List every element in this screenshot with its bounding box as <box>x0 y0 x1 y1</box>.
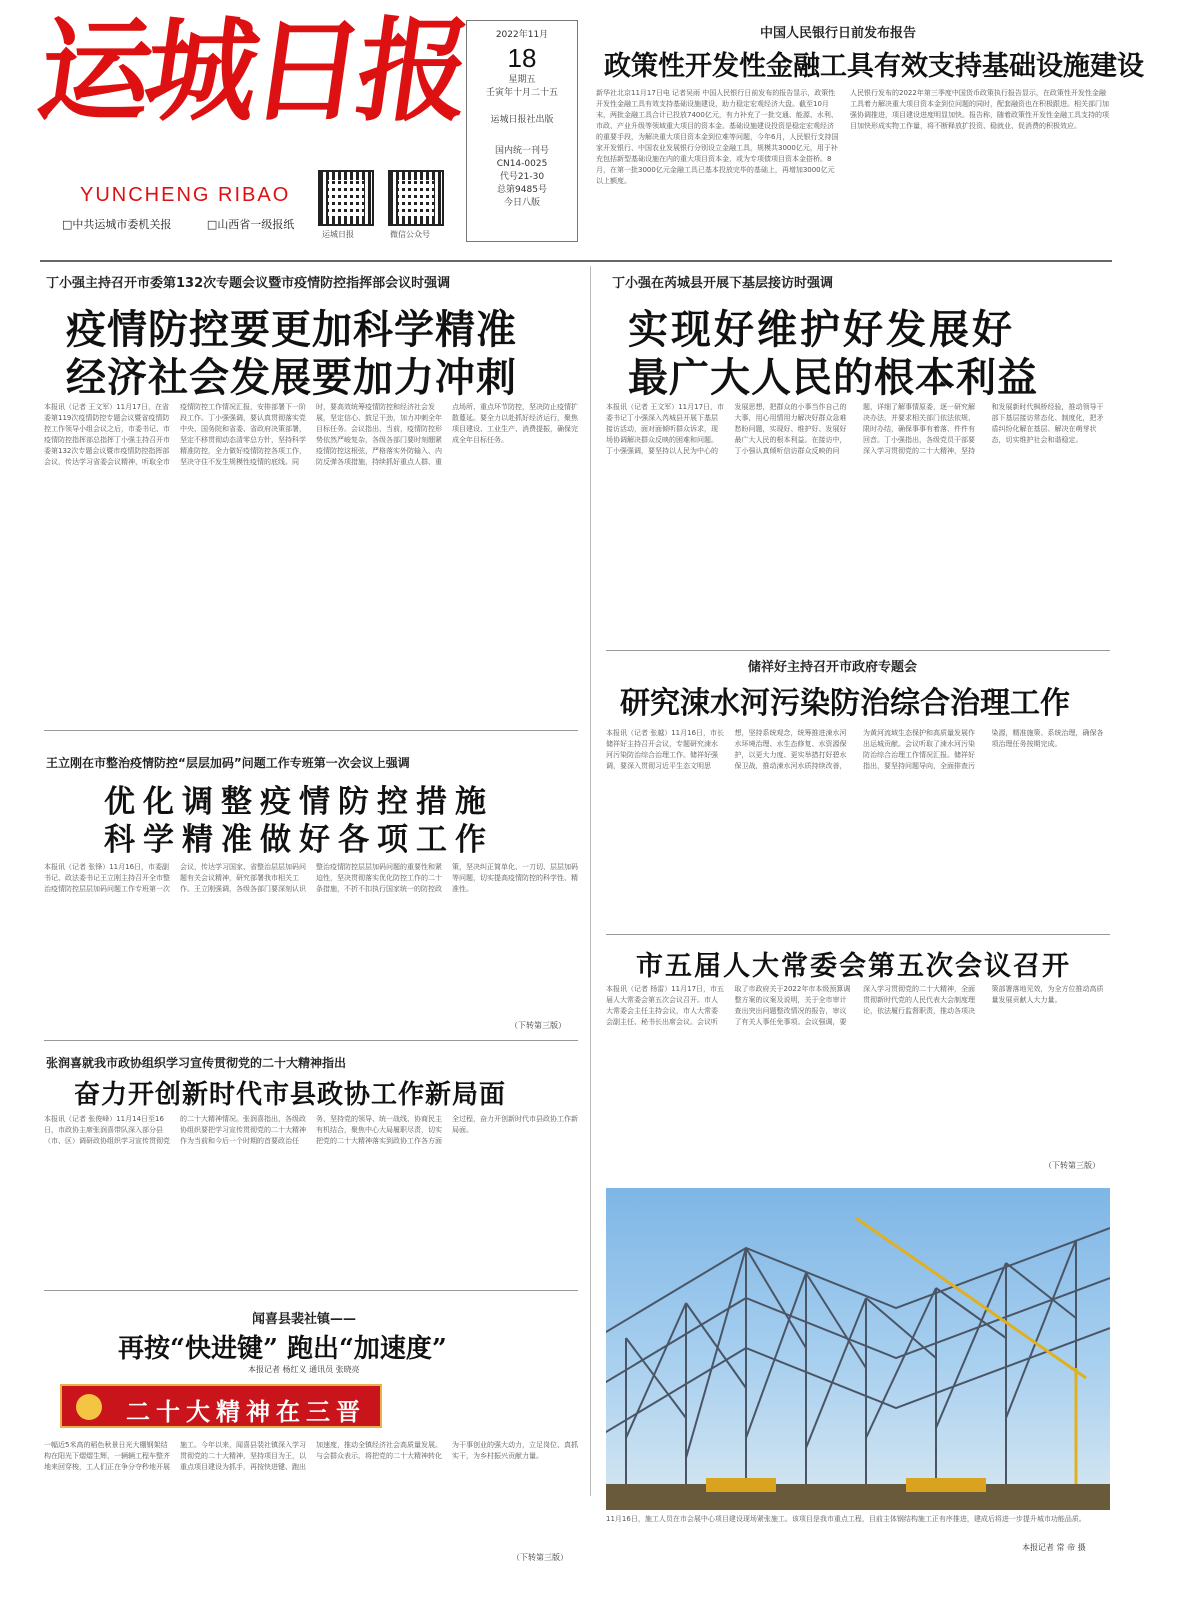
story-g-continued: （下转第三版） <box>512 1553 568 1562</box>
org-label-2: □山西省一级报纸 <box>206 218 295 231</box>
issue-number: 总第9485号 <box>497 185 547 195</box>
story-e-headline: 市五届人大常委会第五次会议召开 <box>636 951 1071 982</box>
story-c-headline-2: 科学精准做好各项工作 <box>104 822 494 858</box>
story-a-headline-2: 经济社会发展要加力冲刺 <box>66 354 517 401</box>
top-story-body-2: 人民银行发布的2022年第三季度中国货币政策执行报告显示，在政策性开发性金融工具着力解决重大项目资本金到位问题的同时，配套融资也在积极跟进。相关部门加强协调推进，项目建设进度明显加快。报告称，随着政策性开发性金融工具支持的项目加快形成实物工作量，将不断释放扩投资、稳就业、促消费的积极效应。 <box>850 89 1109 130</box>
story-a-body: 本报讯（记者 王文军）11月17日，在省委第119次疫情防控专题会议暨省疫情防控工作领导小组会议之后，市委书记、市疫情防控指挥部总指挥丁小强主持召开市委第132次专题会议暨市疫情防控指挥部会议，传达学习省委会议精神，听取全市疫情防控工作情况汇报，安排部署下一阶段工作。丁小强强调，要认真贯彻落实党中央、国务院和省委、省政府决策部署，坚定不移贯彻动态清零总方针，坚持科学精准防控，全力做好疫情防控各项工作，坚决守住不发生规模性疫情的底线。同时，要高效统筹疫情防控和经济社会发展，坚定信心、鼓足干劲，加力冲刺全年目标任务。会议指出，当前，疫情防控形势依然严峻复杂，各级各部门要时刻绷紧疫情防控这根弦，严格落实外防输入、内防反弹各项措施，持续抓好重点人群、重点场所、重点环节防控，坚决防止疫情扩散蔓延。要全力以赴抓好经济运行，聚焦项目建设、工业生产、消费提振，确保完成全年目标任务。 <box>44 403 578 466</box>
story-e-continued: （下转第三版） <box>1044 1161 1100 1170</box>
story-b-kicker: 丁小强在芮城县开展下基层接访时强调 <box>612 276 834 291</box>
story-f-body: 本报讯（记者 张俊峰）11月14日至16日，市政协主席张润喜带队深入部分县（市、区）调研政协组织学习宣传贯彻党的二十大精神情况。张润喜指出，各级政协组织要把学习宣传贯彻党的二十大精神作为当前和今后一个时期的首要政治任务，坚持党的领导、统一战线、协商民主有机结合，聚焦中心大局履职尽责，切实把党的二十大精神落实到政协工作各方面全过程，奋力开创新时代市县政协工作新局面。 <box>44 1115 578 1145</box>
photo-caption: 11月16日，施工人员在市会展中心项目建设现场紧张施工。该项目是我市重点工程，目前主体钢结构施工正有序推进，建成后将进一步提升城市功能品质。 <box>606 1515 1086 1523</box>
section-divider <box>606 650 1110 651</box>
story-g-kicker: 闻喜县裴社镇—— <box>252 1312 357 1327</box>
photo-credit: 本报记者 常 帝 摄 <box>1022 1543 1086 1552</box>
story-f-headline: 奋力开创新时代市县政协工作新局面 <box>74 1080 507 1110</box>
masthead-orgs <box>62 216 326 232</box>
top-story-headline: 政策性开发性金融工具有效支持基础设施建设 <box>604 51 1144 82</box>
story-d-headline: 研究涑水河污染防治综合治理工作 <box>620 686 1070 721</box>
construction-photo <box>606 1188 1110 1510</box>
dist-code: 代号21-30 <box>499 172 545 182</box>
qr-label-1: 运城日报 <box>322 230 354 239</box>
date-weekday: 星期五 <box>508 75 536 85</box>
theme-banner-text: 二十大精神在三晋 <box>126 1398 366 1426</box>
section-divider <box>40 260 1112 262</box>
story-g-byline: 本报记者 杨红义 通讯员 张晓亮 <box>248 1365 360 1374</box>
date-box <box>466 20 578 242</box>
story-f-kicker: 张润喜就我市政协组织学习宣传贯彻党的二十大精神指出 <box>46 1056 347 1070</box>
story-a-kicker: 丁小强主持召开市委第132次专题会议暨市疫情防控指挥部会议时强调 <box>46 276 451 291</box>
story-c-headline-1: 优化调整疫情防控措施 <box>104 784 494 820</box>
story-b-headline-2: 最广大人民的根本利益 <box>628 354 1038 401</box>
qr-code-icon <box>318 170 374 226</box>
story-a-headline-1: 疫情防控要更加科学精准 <box>66 306 517 353</box>
page-count: 今日八版 <box>503 198 540 208</box>
party-emblem-icon <box>76 1394 102 1420</box>
story-c-body: 本报讯（记者 张锋）11月16日，市委副书记、政法委书记王立刚主持召开全市整治疫情防控层层加码问题工作专班第一次会议，传达学习国家、省整治层层加码问题有关会议精神，研究部署我市相关工作。王立刚强调，各级各部门要深刻认识整治疫情防控层层加码问题的重要性和紧迫性，坚决贯彻落实优化防控工作的二十条措施，不折不扣执行国家统一的防控政策，坚决纠正简单化、一刀切、层层加码等问题，切实提高疫情防控的科学性、精准性。 <box>44 863 578 893</box>
date-lunar: 壬寅年十月二十五 <box>485 88 558 98</box>
story-d-kicker: 储祥好主持召开市政府专题会 <box>748 660 918 675</box>
publisher: 运城日报社出版 <box>490 115 554 125</box>
issn-label: 国内统一刊号 <box>494 146 549 156</box>
story-c-kicker: 王立刚在市整治疫情防控“层层加码”问题工作专班第一次会议上强调 <box>46 756 410 770</box>
org-label-1: □中共运城市委机关报 <box>62 218 172 231</box>
cn-code: CN14-0025 <box>496 159 548 169</box>
story-b-headline-1: 实现好维护好发展好 <box>628 306 1015 353</box>
top-story-body-1: 新华社北京11月17日电 记者吴雨 中国人民银行日前发布的报告显示，政策性开发性金融工具有效支持基础设施建设，助力稳定宏观经济大盘。截至10月末，两批金融工具合计已投放7400亿元，有力补充了一批交通、能源、水利、市政、产业升级等领域重大项目的资本金。基础设施建设投资是稳定宏观经济的重要手段，为解决重大项目资本金到位难等问题，今年6月，人民银行支持国家开发银行、中国农业发展银行分别设立金融工具，规模共3000亿元，用于补充包括新型基础设施在内的重大项目资本金，或为专项债项目资本金搭桥。8月，在第一批3000亿元金融工具已基本投放完毕的基础上，再增加3000亿元以上额度。 <box>596 89 839 185</box>
story-e-body: 本报讯（记者 杨雷）11月17日，市五届人大常委会第五次会议召开。市人大常委会主任主持会议，市人大常委会副主任、秘书长出席会议。会议听取了市政府关于2022年市本级预算调整方案的议案及说明，关于全市审计查出突出问题整改情况的报告，审议了有关人事任免事项。会议强调，要深入学习贯彻党的二十大精神，全面贯彻新时代党的人民代表大会制度理论，依法履行监督职责，推动各项决策部署落地见效，为全方位推动高质量发展贡献人大力量。 <box>606 985 1104 1026</box>
section-divider <box>44 730 578 731</box>
qr-code-icon <box>388 170 444 226</box>
column-divider <box>590 266 591 1496</box>
story-b-body: 本报讯（记者 王文军）11月17日，市委书记丁小强深入芮城县开展下基层接访活动，面对面倾听群众诉求，现场协调解决群众反映的困难和问题。丁小强强调，要坚持以人民为中心的发展思想，把群众的小事当作自己的大事，用心用情用力解决好群众急难愁盼问题，实现好、维护好、发展好最广大人民的根本利益。在接访中，丁小强认真倾听信访群众反映的问题，详细了解事情原委，逐一研究解决办法，并要求相关部门依法依规、限时办结，确保事事有着落、件件有回音。丁小强指出，各级党员干部要深入学习贯彻党的二十大精神，坚持和发展新时代枫桥经验，推动领导干部下基层接访常态化、制度化，把矛盾纠纷化解在基层、解决在萌芽状态，切实维护社会和谐稳定。 <box>606 403 1104 455</box>
section-divider <box>44 1290 578 1291</box>
theme-banner <box>60 1384 382 1428</box>
date-year-month: 2022年11月 <box>495 30 549 40</box>
story-g-body: 一幅近5米高的稻色秋景日光大棚钢架结构在阳光下熠熠生辉，一辆辆工程车整齐地来回穿梭，工人们正在争分夺秒地开展施工。今年以来，闻喜县裴社镇深入学习贯彻党的二十大精神，坚持项目为王，以重点项目建设为抓手，再按快进键、跑出加速度，推动全镇经济社会高质量发展。与会群众表示，将把党的二十大精神转化为干事创业的强大动力，立足岗位、真抓实干，为乡村振兴贡献力量。 <box>44 1441 578 1471</box>
story-c-continued: （下转第三版） <box>510 1021 566 1030</box>
qr-label-2: 微信公众号 <box>390 230 430 239</box>
top-story-kicker: 中国人民银行日前发布报告 <box>760 26 917 41</box>
story-g-headline: 再按“快进键” 跑出“加速度” <box>118 1334 447 1364</box>
newspaper-title: 运城日报 <box>30 6 474 137</box>
story-d-body: 本报讯（记者 张越）11月16日，市长储祥好主持召开会议，专题研究涑水河污染防治综合治理工作。储祥好强调，要深入贯彻习近平生态文明思想，坚持系统观念，统筹推进涑水河水环境治理、水生态修复、水资源保护，以更大力度、更实举措打好碧水保卫战，推动涑水河水质持续改善，为黄河流域生态保护和高质量发展作出运城贡献。会议听取了涑水河污染防治综合治理工作情况汇报。储祥好指出，要坚持问题导向，全面排查污染源，精准施策、系统治理，确保各项治理任务按期完成。 <box>606 729 1104 770</box>
section-divider <box>44 1040 578 1041</box>
date-day: 18 <box>507 43 537 73</box>
newspaper-pinyin: YUNCHENG RIBAO <box>80 184 291 206</box>
section-divider <box>606 934 1110 935</box>
